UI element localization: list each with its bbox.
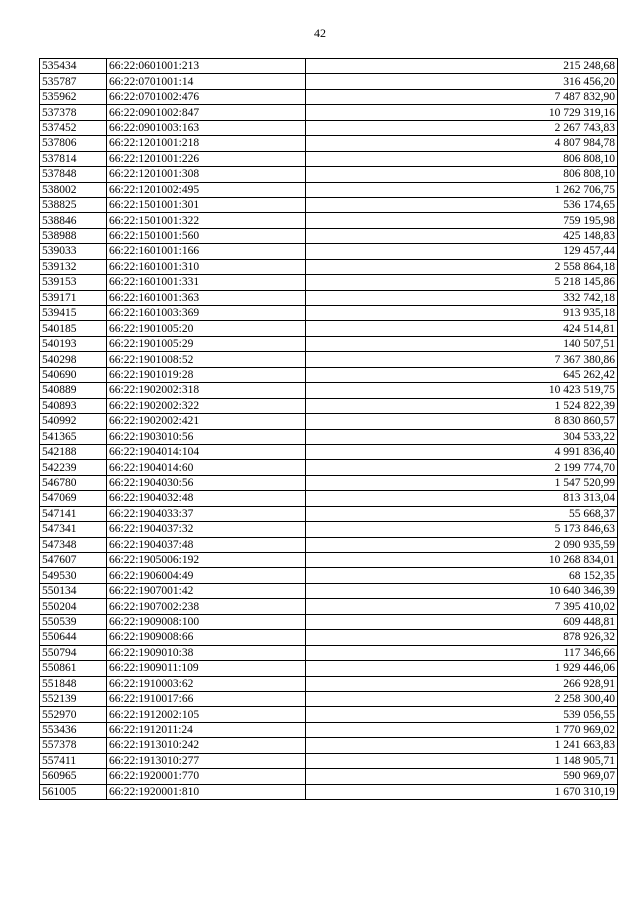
row-id-cell: 560965: [40, 769, 107, 784]
row-id-cell: 550644: [40, 630, 107, 645]
row-id-cell: 539153: [40, 275, 107, 290]
table-row: [40, 769, 618, 784]
row-id-cell: 557411: [40, 753, 107, 768]
cadastral-value-cell: 7 395 410,02: [306, 599, 618, 614]
row-id-cell: 547341: [40, 522, 107, 537]
table-row: [40, 707, 618, 722]
cadastral-value-cell: 2 199 774,70: [306, 460, 618, 475]
cadastral-value-cell: 4 991 836,40: [306, 444, 618, 459]
row-id-cell: 550539: [40, 614, 107, 629]
cadastral-number-cell: 66:22:1904014:60: [107, 460, 306, 475]
table-row: [40, 321, 618, 336]
row-id-cell: 552139: [40, 691, 107, 706]
table-row: [40, 367, 618, 382]
table-row: [40, 506, 618, 521]
cadastral-number-cell: 66:22:1903010:56: [107, 429, 306, 444]
cadastral-number-cell: 66:22:1601001:331: [107, 275, 306, 290]
cadastral-number-cell: 66:22:1501001:322: [107, 213, 306, 228]
row-id-cell: 547141: [40, 506, 107, 521]
table-row: [40, 105, 618, 120]
cadastral-value-cell: 10 423 519,75: [306, 383, 618, 398]
cadastral-value-cell: 10 268 834,01: [306, 553, 618, 568]
row-id-cell: 540992: [40, 414, 107, 429]
cadastral-number-cell: 66:22:1902002:318: [107, 383, 306, 398]
row-id-cell: 537848: [40, 167, 107, 182]
table-row: [40, 645, 618, 660]
cadastral-value-cell: 215 248,68: [306, 59, 618, 74]
cadastral-value-cell: 304 533,22: [306, 429, 618, 444]
cadastral-number-cell: 66:22:0901003:163: [107, 120, 306, 135]
cadastral-value-cell: 10 729 319,16: [306, 105, 618, 120]
cadastral-number-cell: 66:22:0601001:213: [107, 59, 306, 74]
cadastral-value-cell: 55 668,37: [306, 506, 618, 521]
row-id-cell: 539171: [40, 290, 107, 305]
row-id-cell: 550204: [40, 599, 107, 614]
cadastral-number-cell: 66:22:1901005:20: [107, 321, 306, 336]
cadastral-number-cell: 66:22:1201001:218: [107, 136, 306, 151]
table-row: [40, 784, 618, 799]
row-id-cell: 535434: [40, 59, 107, 74]
row-id-cell: 540298: [40, 352, 107, 367]
cadastral-value-cell: 2 267 743,83: [306, 120, 618, 135]
row-id-cell: 550134: [40, 583, 107, 598]
cadastral-value-cell: 806 808,10: [306, 167, 618, 182]
cadastral-number-cell: 66:22:1910017:66: [107, 691, 306, 706]
table-row: [40, 491, 618, 506]
cadastral-number-cell: 66:22:1904033:37: [107, 506, 306, 521]
cadastral-value-cell: 1 241 663,83: [306, 738, 618, 753]
cadastral-value-cell: 140 507,51: [306, 336, 618, 351]
cadastral-value-cell: 8 830 860,57: [306, 414, 618, 429]
cadastral-value-cell: 7 487 832,90: [306, 89, 618, 104]
table-row: [40, 691, 618, 706]
cadastral-number-cell: 66:22:1909008:100: [107, 614, 306, 629]
table-row: [40, 259, 618, 274]
cadastral-value-cell: 1 547 520,99: [306, 475, 618, 490]
cadastral-value-cell: 2 258 300,40: [306, 691, 618, 706]
table-row: [40, 213, 618, 228]
cadastral-value-cell: 1 148 905,71: [306, 753, 618, 768]
table-row: [40, 182, 618, 197]
cadastral-value-cell: 1 770 969,02: [306, 722, 618, 737]
cadastral-number-cell: 66:22:1601001:310: [107, 259, 306, 274]
cadastral-number-cell: 66:22:1901008:52: [107, 352, 306, 367]
cadastral-number-cell: 66:22:1909010:38: [107, 645, 306, 660]
cadastral-value-cell: 539 056,55: [306, 707, 618, 722]
table-row: [40, 599, 618, 614]
row-id-cell: 537452: [40, 120, 107, 135]
row-id-cell: 538988: [40, 228, 107, 243]
cadastral-number-cell: 66:22:1904014:104: [107, 444, 306, 459]
table-row: [40, 429, 618, 444]
table-row: [40, 228, 618, 243]
table-row: [40, 460, 618, 475]
row-id-cell: 538846: [40, 213, 107, 228]
cadastral-number-cell: 66:22:1601001:166: [107, 244, 306, 259]
row-id-cell: 535962: [40, 89, 107, 104]
cadastral-value-cell: 129 457,44: [306, 244, 618, 259]
cadastral-number-cell: 66:22:1912011:24: [107, 722, 306, 737]
cadastral-number-cell: 66:22:0701002:476: [107, 89, 306, 104]
table-row: [40, 244, 618, 259]
cadastral-number-cell: 66:22:1910003:62: [107, 676, 306, 691]
table-row: [40, 614, 618, 629]
table-row: [40, 120, 618, 135]
cadastral-value-cell: 806 808,10: [306, 151, 618, 166]
cadastral-number-cell: 66:22:1909008:66: [107, 630, 306, 645]
cadastral-number-cell: 66:22:1901005:29: [107, 336, 306, 351]
row-id-cell: 547607: [40, 553, 107, 568]
cadastral-number-cell: 66:22:1902002:322: [107, 398, 306, 413]
table-row: [40, 275, 618, 290]
row-id-cell: 540889: [40, 383, 107, 398]
cadastral-value-cell: 2 090 935,59: [306, 537, 618, 552]
row-id-cell: 553436: [40, 722, 107, 737]
row-id-cell: 540193: [40, 336, 107, 351]
row-id-cell: 561005: [40, 784, 107, 799]
cadastral-value-cell: 425 148,83: [306, 228, 618, 243]
row-id-cell: 541365: [40, 429, 107, 444]
cadastral-number-cell: 66:22:1904037:32: [107, 522, 306, 537]
cadastral-number-cell: 66:22:1501001:301: [107, 197, 306, 212]
cadastral-value-cell: 913 935,18: [306, 306, 618, 321]
cadastral-number-cell: 66:22:1906004:49: [107, 568, 306, 583]
cadastral-value-cell: 4 807 984,78: [306, 136, 618, 151]
table-row: [40, 59, 618, 74]
table-row: [40, 475, 618, 490]
cadastral-number-cell: 66:22:1920001:810: [107, 784, 306, 799]
table-row: [40, 136, 618, 151]
cadastral-number-cell: 66:22:1912002:105: [107, 707, 306, 722]
row-id-cell: 547348: [40, 537, 107, 552]
cadastral-value-table: [39, 58, 618, 800]
cadastral-number-cell: 66:22:1907002:238: [107, 599, 306, 614]
row-id-cell: 557378: [40, 738, 107, 753]
row-id-cell: 539415: [40, 306, 107, 321]
cadastral-number-cell: 66:22:1902002:421: [107, 414, 306, 429]
cadastral-number-cell: 66:22:1901019:28: [107, 367, 306, 382]
cadastral-value-cell: 609 448,81: [306, 614, 618, 629]
cadastral-number-cell: 66:22:1907001:42: [107, 583, 306, 598]
cadastral-number-cell: 66:22:0901002:847: [107, 105, 306, 120]
table-row: [40, 398, 618, 413]
cadastral-value-cell: 536 174,65: [306, 197, 618, 212]
row-id-cell: 552970: [40, 707, 107, 722]
row-id-cell: 549530: [40, 568, 107, 583]
cadastral-value-cell: 117 346,66: [306, 645, 618, 660]
cadastral-value-cell: 316 456,20: [306, 74, 618, 89]
cadastral-number-cell: 66:22:1904032:48: [107, 491, 306, 506]
cadastral-number-cell: 66:22:1601001:363: [107, 290, 306, 305]
table-row: [40, 306, 618, 321]
table-row: [40, 336, 618, 351]
row-id-cell: 542239: [40, 460, 107, 475]
cadastral-value-cell: 332 742,18: [306, 290, 618, 305]
cadastral-number-cell: 66:22:1905006:192: [107, 553, 306, 568]
cadastral-value-cell: 68 152,35: [306, 568, 618, 583]
row-id-cell: 537814: [40, 151, 107, 166]
row-id-cell: 540893: [40, 398, 107, 413]
cadastral-value-cell: 1 524 822,39: [306, 398, 618, 413]
cadastral-number-cell: 66:22:1920001:770: [107, 769, 306, 784]
table-row: [40, 583, 618, 598]
table-row: [40, 676, 618, 691]
cadastral-value-cell: 2 558 864,18: [306, 259, 618, 274]
cadastral-value-cell: 645 262,42: [306, 367, 618, 382]
row-id-cell: 547069: [40, 491, 107, 506]
page-number: 42: [314, 26, 326, 40]
row-id-cell: 537806: [40, 136, 107, 151]
table-row: [40, 630, 618, 645]
cadastral-number-cell: 66:22:1501001:560: [107, 228, 306, 243]
row-id-cell: 546780: [40, 475, 107, 490]
row-id-cell: 538002: [40, 182, 107, 197]
cadastral-value-cell: 10 640 346,39: [306, 583, 618, 598]
table-row: [40, 568, 618, 583]
cadastral-value-cell: 590 969,07: [306, 769, 618, 784]
table-row: [40, 522, 618, 537]
row-id-cell: 540185: [40, 321, 107, 336]
cadastral-value-cell: 1 670 310,19: [306, 784, 618, 799]
table-row: [40, 661, 618, 676]
cadastral-value-cell: 759 195,98: [306, 213, 618, 228]
row-id-cell: 539132: [40, 259, 107, 274]
cadastral-number-cell: 66:22:1913010:242: [107, 738, 306, 753]
cadastral-number-cell: 66:22:1601003:369: [107, 306, 306, 321]
cadastral-value-cell: 424 514,81: [306, 321, 618, 336]
table-row: [40, 89, 618, 104]
table-row: [40, 151, 618, 166]
row-id-cell: 540690: [40, 367, 107, 382]
cadastral-value-cell: 5 218 145,86: [306, 275, 618, 290]
table-row: [40, 722, 618, 737]
table-row: [40, 290, 618, 305]
table-row: [40, 74, 618, 89]
table-row: [40, 352, 618, 367]
cadastral-number-cell: 66:22:1201002:495: [107, 182, 306, 197]
table-row: [40, 197, 618, 212]
cadastral-value-cell: 878 926,32: [306, 630, 618, 645]
table-row: [40, 167, 618, 182]
table-row: [40, 383, 618, 398]
cadastral-value-cell: 5 173 846,63: [306, 522, 618, 537]
cadastral-number-cell: 66:22:1909011:109: [107, 661, 306, 676]
table-row: [40, 444, 618, 459]
row-id-cell: 551848: [40, 676, 107, 691]
cadastral-number-cell: 66:22:1904030:56: [107, 475, 306, 490]
row-id-cell: 550794: [40, 645, 107, 660]
row-id-cell: 537378: [40, 105, 107, 120]
table-row: [40, 553, 618, 568]
row-id-cell: 550861: [40, 661, 107, 676]
cadastral-value-cell: 266 928,91: [306, 676, 618, 691]
cadastral-value-cell: 813 313,04: [306, 491, 618, 506]
cadastral-number-cell: 66:22:1904037:48: [107, 537, 306, 552]
table-row: [40, 738, 618, 753]
cadastral-value-cell: 1 262 706,75: [306, 182, 618, 197]
table-row: [40, 537, 618, 552]
table-row: [40, 414, 618, 429]
row-id-cell: 538825: [40, 197, 107, 212]
cadastral-value-cell: 7 367 380,86: [306, 352, 618, 367]
cadastral-value-cell: 1 929 446,06: [306, 661, 618, 676]
row-id-cell: 539033: [40, 244, 107, 259]
cadastral-number-cell: 66:22:1913010:277: [107, 753, 306, 768]
cadastral-number-cell: 66:22:1201001:226: [107, 151, 306, 166]
table-row: [40, 753, 618, 768]
cadastral-number-cell: 66:22:0701001:14: [107, 74, 306, 89]
cadastral-number-cell: 66:22:1201001:308: [107, 167, 306, 182]
row-id-cell: 542188: [40, 444, 107, 459]
row-id-cell: 535787: [40, 74, 107, 89]
